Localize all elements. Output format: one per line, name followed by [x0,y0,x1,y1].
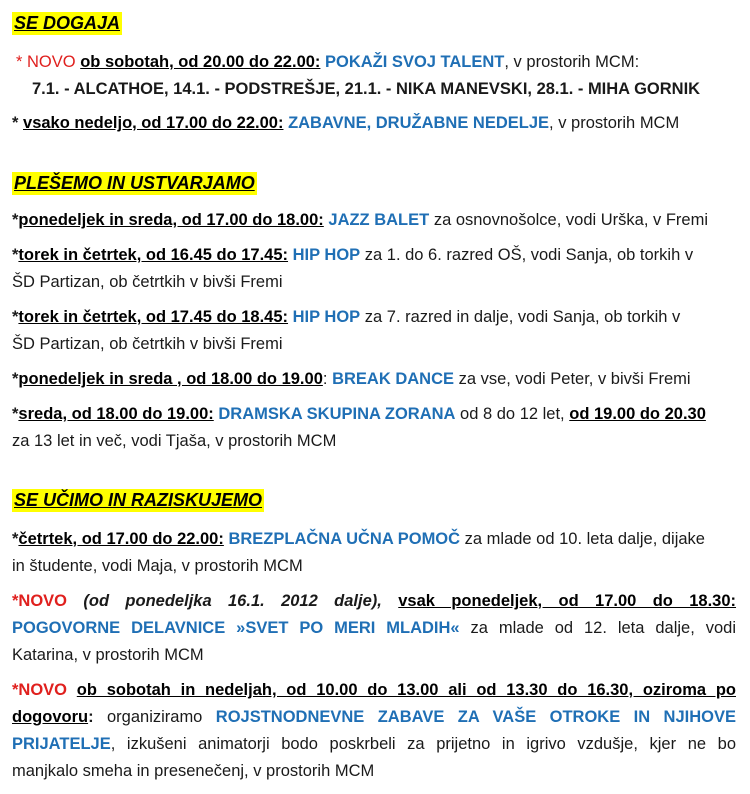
birthday-rest: organiziramo [93,708,216,726]
birthday-time-2: dogovoru [12,708,89,726]
item-rest: za vse, vodi Peter, v bivši Fremi [453,370,691,388]
tutoring-cont: in študente, vodi Maja, v prostorih MCM [12,557,303,575]
dance-item-2-cont: ŠD Partizan, ob četrtkih v bivši Fremi [12,273,283,291]
item-name: HIP HOP [292,246,361,264]
item-name: BREAK DANCE [332,370,454,388]
sunday-line [12,113,736,133]
workshops-line-2 [12,618,736,638]
item-rest: za 7. razred in dalje, vodi Sanja, ob torkih v [360,308,681,326]
workshops-line [12,591,736,611]
talent-dates: 7.1. - ALCATHOE, 14.1. - PODSTREŠJE, 21.1. - NIKA MANEVSKI, 28.1. - MIHA GORNIK [32,80,701,98]
tutoring-rest: za mlade od 10. leta dalje, dijake [460,530,705,548]
birthday-name-2: PRIJATELJE [12,735,111,753]
talent-place: , v prostorih MCM: [504,53,640,71]
item-rest: za osnovnošolce, vodi Urška, v Fremi [429,211,709,229]
workshops-name: POGOVORNE DELAVNICE »SVET PO MERI MLADIH« [12,619,460,637]
birthday-line [12,680,736,700]
dance-item-4 [12,369,736,389]
novo-marker: * NOVO [16,53,76,71]
tutoring-line [12,529,736,549]
section-title-plesemo: PLEŠEMO IN USTVARJAMO [14,173,255,193]
item-marker: * [12,370,19,388]
talent-name: POKAŽI SVOJ TALENT [325,53,505,71]
item-time: ponedeljek in sreda , od 18.00 do 19.00 [18,370,323,388]
item-marker: * [12,211,19,229]
item-time-2: od 19.00 do 20.30 [569,405,706,423]
item-rest: za 1. do 6. razred OŠ, vodi Sanja, ob torkih v [360,246,694,264]
item-marker: * [12,530,19,548]
item-name: HIP HOP [292,308,361,326]
dance-item-5-cont: za 13 let in več, vodi Tjaša, v prostorih MCM [12,432,337,450]
workshops-note: (od ponedeljka 16.1. 2012 dalje), [83,592,382,610]
item-marker: * [12,246,19,264]
novo-marker: *NOVO [12,592,68,610]
birthday-time: ob sobotah in nedeljah, od 10.00 do 13.00 ali od 13.30 do 16.30, oziroma po [76,681,736,699]
talent-line [16,52,736,72]
birthday-line-2 [12,707,736,727]
section-title-se-dogaja: SE DOGAJA [14,13,121,33]
item-marker: * [12,405,19,423]
novo-marker: *NOVO [12,681,68,699]
birthday-cont: manjkalo smeha in presenečenj, v prostorih MCM [12,762,375,780]
item-marker: * [12,308,19,326]
dance-item-5 [12,404,736,424]
dance-item-2 [12,245,736,265]
item-time: torek in četrtek, od 17.45 do 18.45: [18,308,289,326]
dance-item-3 [12,307,736,327]
item-colon: : [322,370,328,388]
dance-item-1 [12,210,736,230]
item-time: ponedeljek in sreda, od 17.00 do 18.00: [18,211,324,229]
item-rest: od 8 do 12 let, [455,405,570,423]
birthday-rest-2: , izkušeni animatorji bodo poskrbeli za prijetno in igrivo vzdušje, kjer ne bo [110,735,736,753]
sunday-place: , v prostorih MCM [549,114,680,132]
item-time: torek in četrtek, od 16.45 do 17.45: [18,246,289,264]
sunday-name: ZABAVNE, DRUŽABNE NEDELJE [288,114,550,132]
item-name: JAZZ BALET [328,211,430,229]
workshops-rest: za mlade od 12. leta dalje, vodi [459,619,736,637]
item-name: DRAMSKA SKUPINA ZORANA [218,405,456,423]
tutoring-time: četrtek, od 17.00 do 22.00: [18,530,224,548]
sunday-time: vsako nedeljo, od 17.00 do 22.00: [23,114,284,132]
section-title-se-ucimo: SE UČIMO IN RAZISKUJEMO [14,490,263,510]
birthday-line-3 [12,734,736,754]
talent-time: ob sobotah, od 20.00 do 22.00: [80,53,321,71]
item-time: sreda, od 18.00 do 19.00: [18,405,214,423]
birthday-name: ROJSTNODNEVNE ZABAVE ZA VAŠE OTROKE IN NJIHOVE [215,708,736,726]
workshops-time: vsak ponedeljek, od 17.00 do 18.30: [398,592,737,610]
workshops-cont: Katarina, v prostorih MCM [12,646,204,664]
dance-item-3-cont: ŠD Partizan, ob četrtkih v bivši Fremi [12,335,283,353]
birthday-colon: : [88,708,94,726]
tutoring-name: BREZPLAČNA UČNA POMOČ [228,530,461,548]
sunday-marker: * [12,114,24,132]
